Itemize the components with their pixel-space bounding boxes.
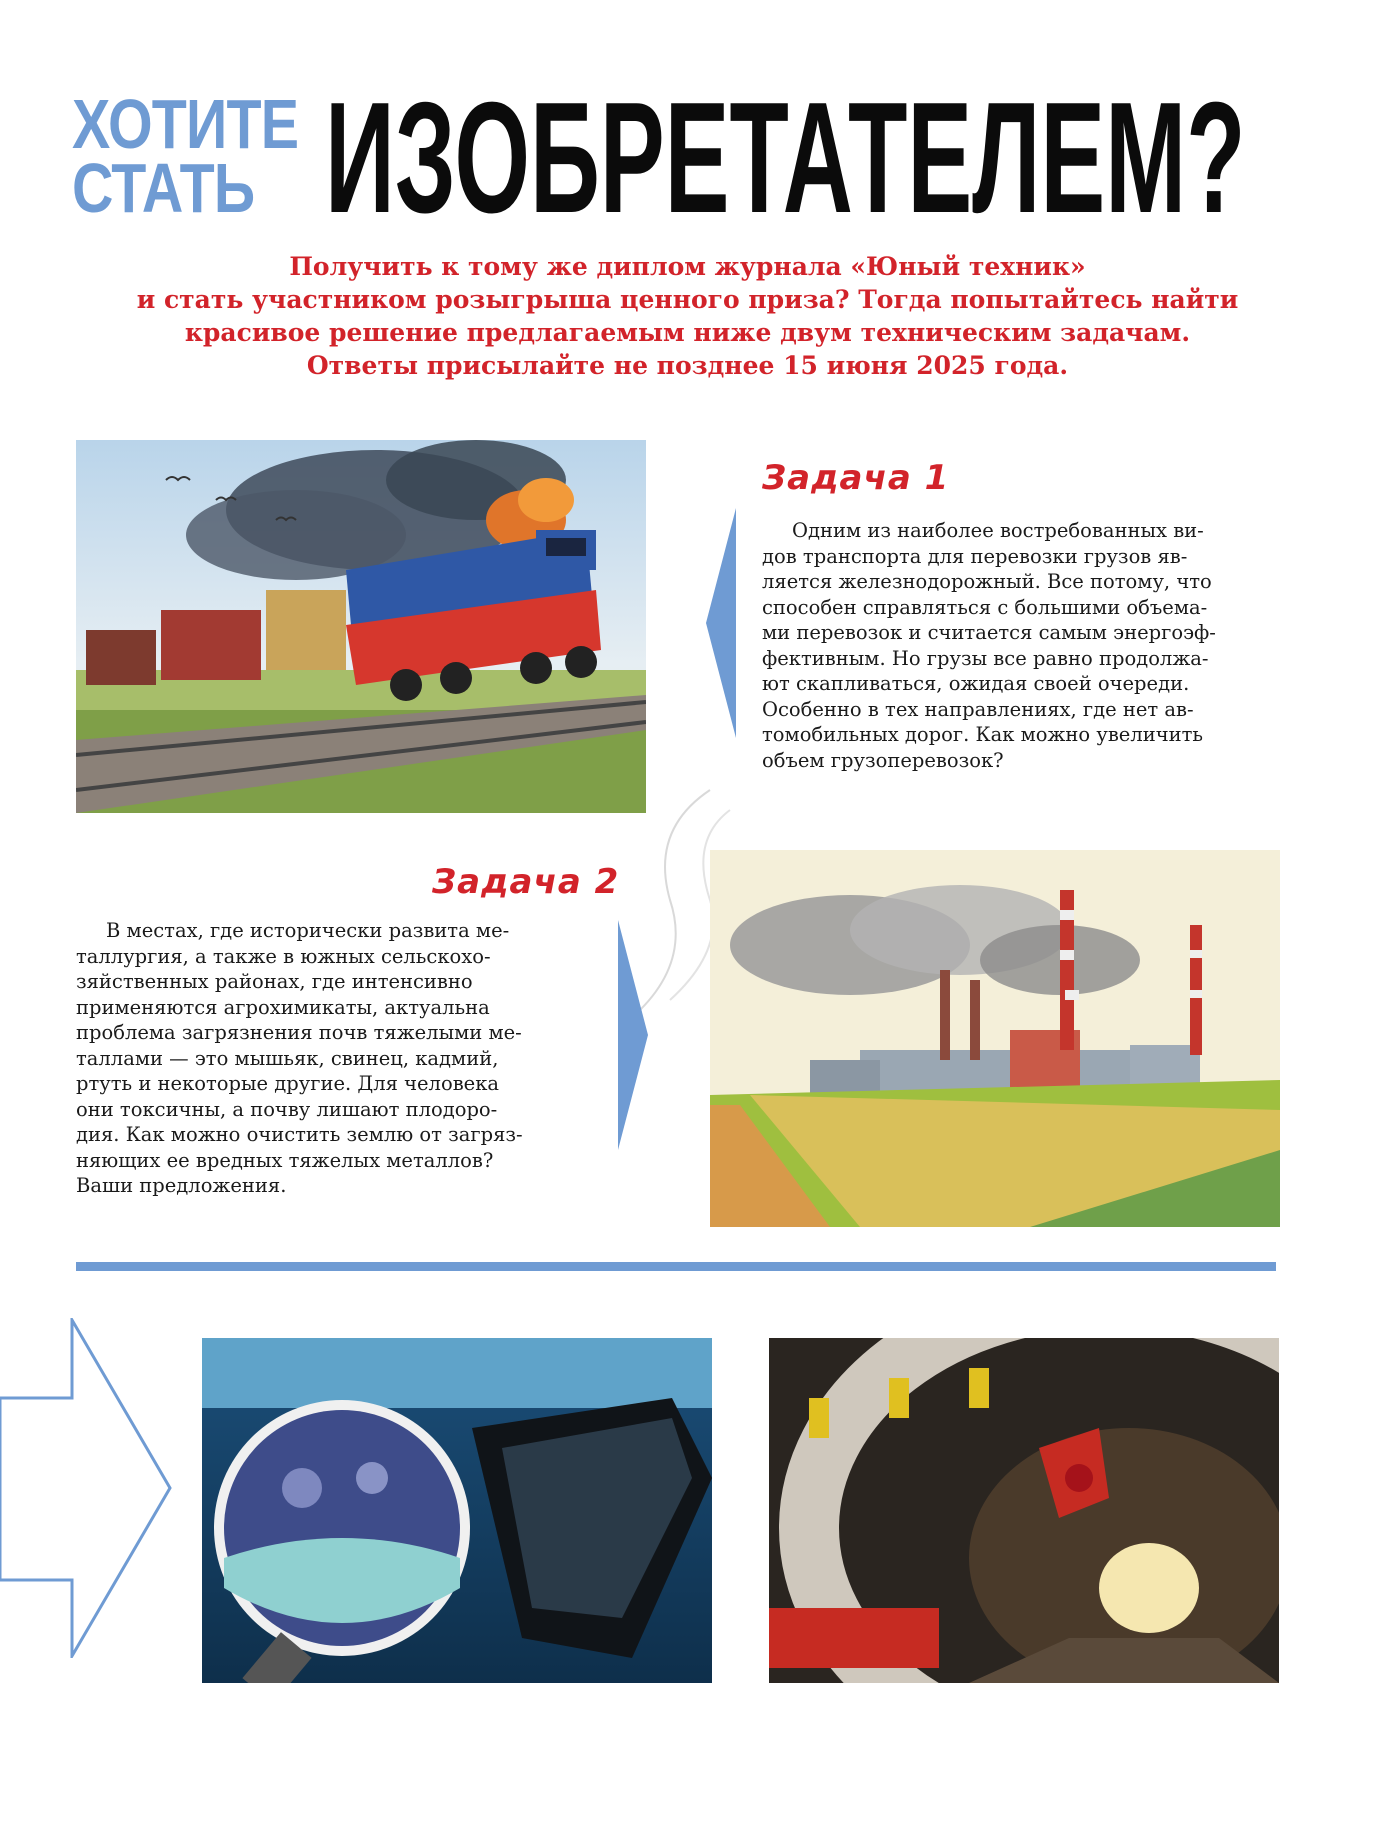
task2-line: дия. Как можно очистить землю от загряз-	[76, 1123, 523, 1146]
task2-title: Задача 2	[432, 862, 620, 902]
task2-line: таллургия, а также в южных сельскохо-	[76, 944, 491, 968]
task1-line: фективным. Но грузы все равно продолжа-	[762, 646, 1209, 670]
task2-line: они токсичны, а почву лишают плодоро-	[76, 1097, 498, 1121]
task1-line: способен справляться с большими объема-	[762, 595, 1208, 619]
task1-title: Задача 1	[762, 458, 950, 498]
intro-line: Ответы присылайте не позднее 15 июня 2025 года.	[306, 351, 1069, 380]
task2-line: применяются агрохимикаты, актуальна	[76, 995, 490, 1019]
task2-line: В местах, где исторически развита ме-	[106, 919, 510, 942]
magnifier-soil-photo	[202, 1338, 712, 1683]
task2-text	[76, 918, 588, 1199]
task1-line: Одним из наиболее востребованных ви-	[792, 519, 1204, 542]
task1-line: ляется железнодорожный. Все потому, что	[762, 570, 1212, 593]
headline-big: ИЗОБРЕТАТЕЛЕМ?	[325, 70, 1246, 246]
task1-line: томобильных дорог. Как можно увеличить	[762, 723, 1204, 746]
headline-small-line1: ХОТИТЕ	[72, 85, 299, 163]
headline-small-line2: СТАТЬ	[72, 149, 255, 227]
blue-triangle-decoration	[618, 920, 648, 1150]
headline-small	[72, 85, 299, 227]
task1-line: ют скапливаться, ожидая своей очереди.	[762, 672, 1190, 695]
task1-text	[762, 518, 1282, 773]
tunnel-photo	[769, 1338, 1279, 1683]
task1-line: дов транспорта для перевозки грузов яв-	[762, 544, 1188, 568]
section-divider	[76, 1262, 1276, 1271]
intro-line: Получить к тому же диплом журнала «Юный техник»	[289, 252, 1086, 281]
task2-line: таллами — это мышьяк, свинец, кадмий,	[76, 1046, 499, 1070]
task2-line: няющих ее вредных тяжелых металлов?	[76, 1148, 494, 1172]
intro-line: и стать участником розыгрыша ценного приза? Тогда попытайтесь найти	[136, 285, 1239, 314]
task1-line: объем грузоперевозок?	[762, 748, 1004, 772]
task1-line: Особенно в тех направлениях, где нет ав-	[762, 697, 1194, 721]
task2-line: Ваши предложения.	[76, 1174, 287, 1197]
intro-line: красивое решение предлагаемым ниже двум техническим задачам.	[184, 318, 1191, 347]
train-illustration	[76, 440, 646, 813]
task2-line: ртуть и некоторые другие. Для человека	[76, 1072, 500, 1095]
task2-line: проблема загрязнения почв тяжелыми ме-	[76, 1021, 522, 1044]
blue-triangle-decoration	[706, 508, 736, 738]
intro-paragraph	[80, 250, 1295, 382]
task2-line: зяйственных районах, где интенсивно	[76, 970, 473, 993]
factory-illustration	[710, 850, 1280, 1227]
task1-line: ми перевозок и считается самым энергоэф-	[762, 621, 1216, 644]
arrow-outline-decoration	[0, 1318, 175, 1658]
